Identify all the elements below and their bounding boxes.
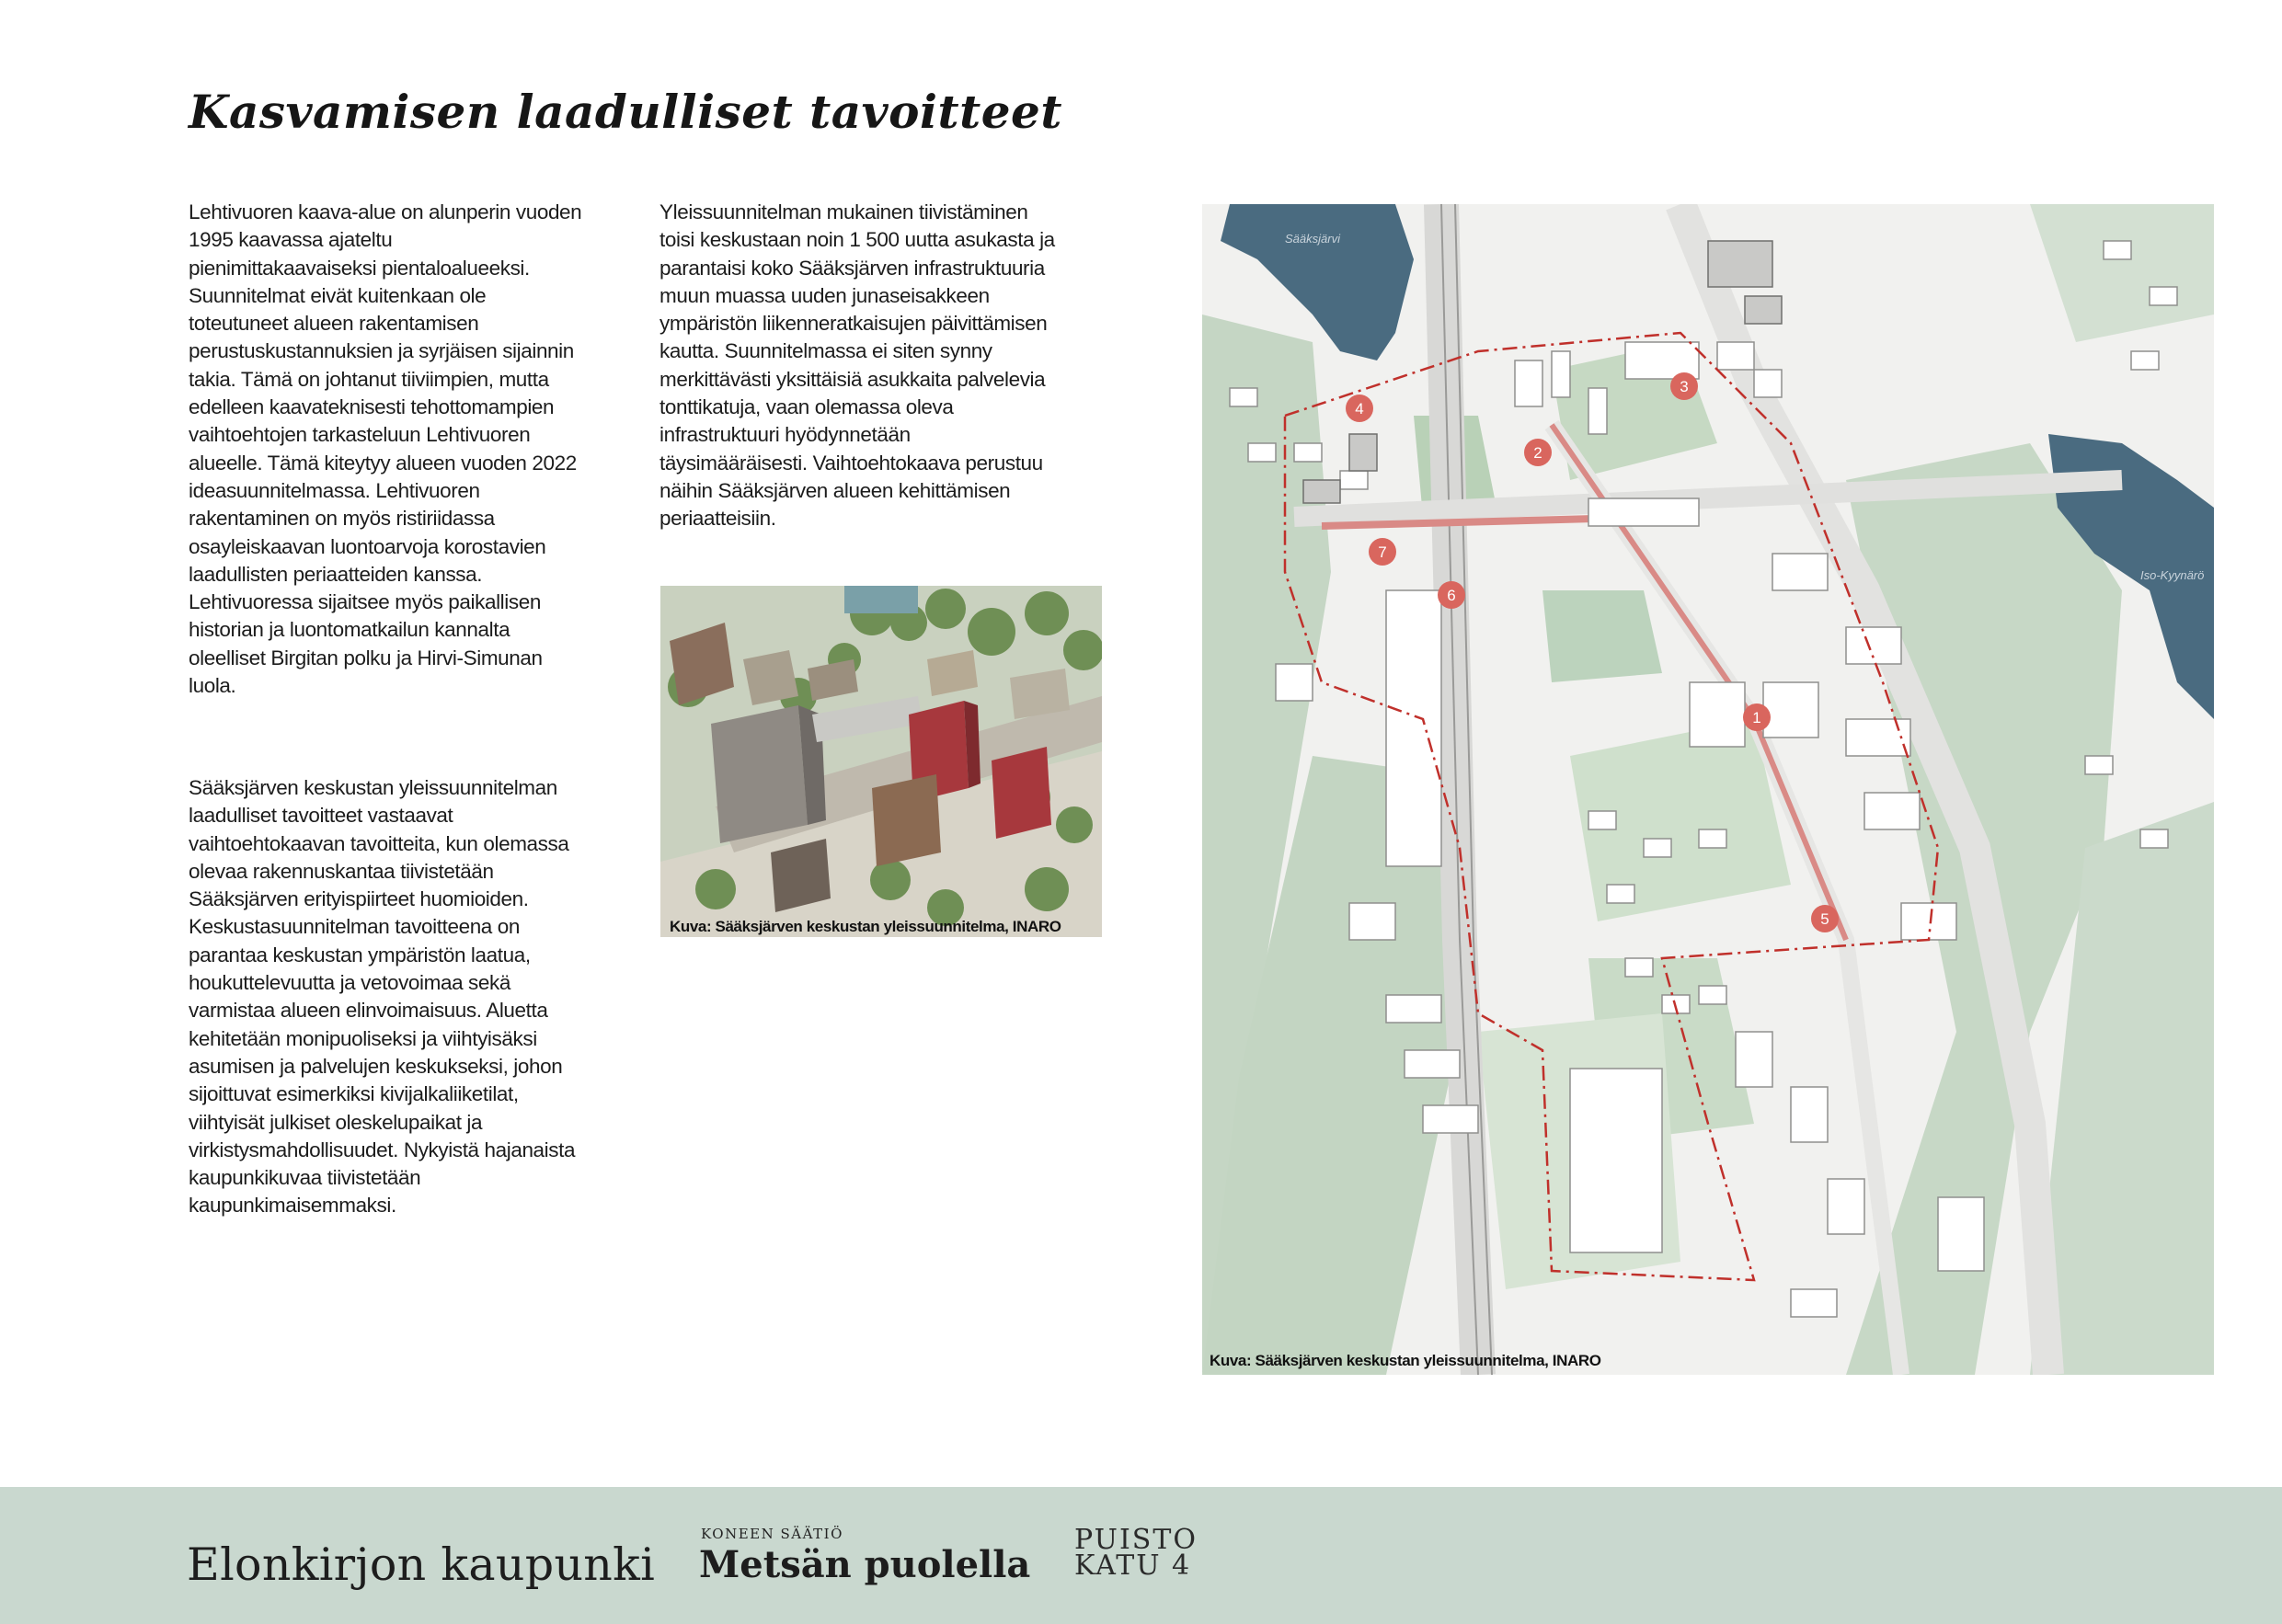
body-text-column1-paragraph1: Lehtivuoren kaava-alue on alunperin vuoden 1995 kaavassa ajateltu pienimittakaavaiseksi pientaloalueeksi. Suunnitelmat eivät kuitenkaan ole toteutuneet alueen rakentamisen perustuskustannuksien ja syrjäisen sijainnin takia. Tämä on johtanut tiiviimpien, mutta edelleen kaavateknisesti tehottomampien vaihtoehtojen tarkasteluun Lehtivuoren alueelle. Tämä kiteytyy alueen vuoden 2022 ideasuunnitelmassa. Lehtivuoren rakentaminen on myös ristiriidassa osayleiskaavan luontoarvoja korostavien laadullisten periaatteiden kanssa. Lehtivuoressa sijaitsee myös paikallisen historian ja luontomatkailun kannalta oleelliset Birgitan polku ja Hirvi-Simunan luola. (189, 200, 582, 698)
render-caption: Kuva: Sääksjärven keskustan yleissuunnitelma, INARO (670, 918, 1061, 935)
map-marker-2 (1524, 439, 1552, 466)
map-marker-6 (1438, 581, 1465, 609)
footer-brand-metsan-puolella: Metsän puolella (699, 1543, 1031, 1586)
lake-label-north: Sääksjärvi (1285, 232, 1340, 246)
footer-brand-puistokatu: PUISTO KATU 4 (1074, 1524, 1198, 1582)
aerial-render-image (660, 586, 1102, 937)
lake-label-east: Iso-Kyynärö (2140, 568, 2205, 582)
map-marker-1 (1743, 703, 1771, 731)
footer-bar (0, 1487, 2282, 1624)
body-text-column2: Yleissuunnitelman mukainen tiivistäminen toisi keskustaan noin 1 500 uutta asukasta ja parantaisi koko Sääksjärven infrastruktuuria muun muassa uuden junaseisakkeen ympäristön liikenneratkaisujen päivittämisen kautta. Suunnitelmassa ei siten synny merkittävästi yksittäisiä asukkaita palvelevia tonttikatuja, vaan olemassa oleva infrastruktuuri hyödynnetään täysimääräisesti. Vaihtoehtokaava perustuu näihin Sääksjärven alueen kehittämisen periaatteisiin. (659, 200, 1055, 531)
map-marker-3-label: 3 (1680, 378, 1689, 395)
map-marker-6-label: 6 (1447, 587, 1456, 604)
footer-brand-elonkirjon: Elonkirjon kaupunki (187, 1538, 656, 1591)
map-marker-5-label: 5 (1820, 910, 1829, 928)
map-marker-4-label: 4 (1355, 400, 1364, 417)
map-marker-7-label: 7 (1378, 543, 1387, 561)
map-marker-5 (1811, 905, 1839, 932)
body-text-column1-paragraph2: Sääksjärven keskustan yleissuunnitelman laadulliset tavoitteet vastaavat vaihtoehtokaavan tavoitteita, kun olemassa olevaa rakennuskantaa tiivistetään Sääksjärven erityispiirteet huomioiden. Keskustasuunnitelman tavoitteena on parantaa keskustan ympäristön laatua, houkuttelevuutta ja vetovoimaa sekä varmistaa alueen elinvoimaisuus. Aluetta kehitetään monipuoliseksi ja viihtyisäksi asumisen ja palvelujen keskukseksi, johon sijoittuvat esimerkiksi kivijalkaliiketilat, viihtyisät julkiset oleskelupaikat ja virkistysmahdollisuudet. Nykyistä hajanaista kaupunkikuvaa tiivistetään kaupunkimaisemmaksi. (189, 776, 576, 1218)
footer-brand-koneen-saatio: KONEEN SÄÄTIÖ (701, 1526, 843, 1542)
page-title: Kasvamisen laadulliset tavoitteet (189, 85, 1062, 139)
map-marker-2-label: 2 (1533, 444, 1542, 462)
map-marker-1-label: 1 (1752, 709, 1761, 726)
map-marker-4 (1346, 395, 1373, 422)
master-plan-map (1202, 204, 2214, 1375)
map-caption: Kuva: Sääksjärven keskustan yleissuunnitelma, INARO (1210, 1352, 1601, 1369)
map-marker-7 (1369, 538, 1396, 566)
map-marker-3 (1670, 372, 1698, 400)
